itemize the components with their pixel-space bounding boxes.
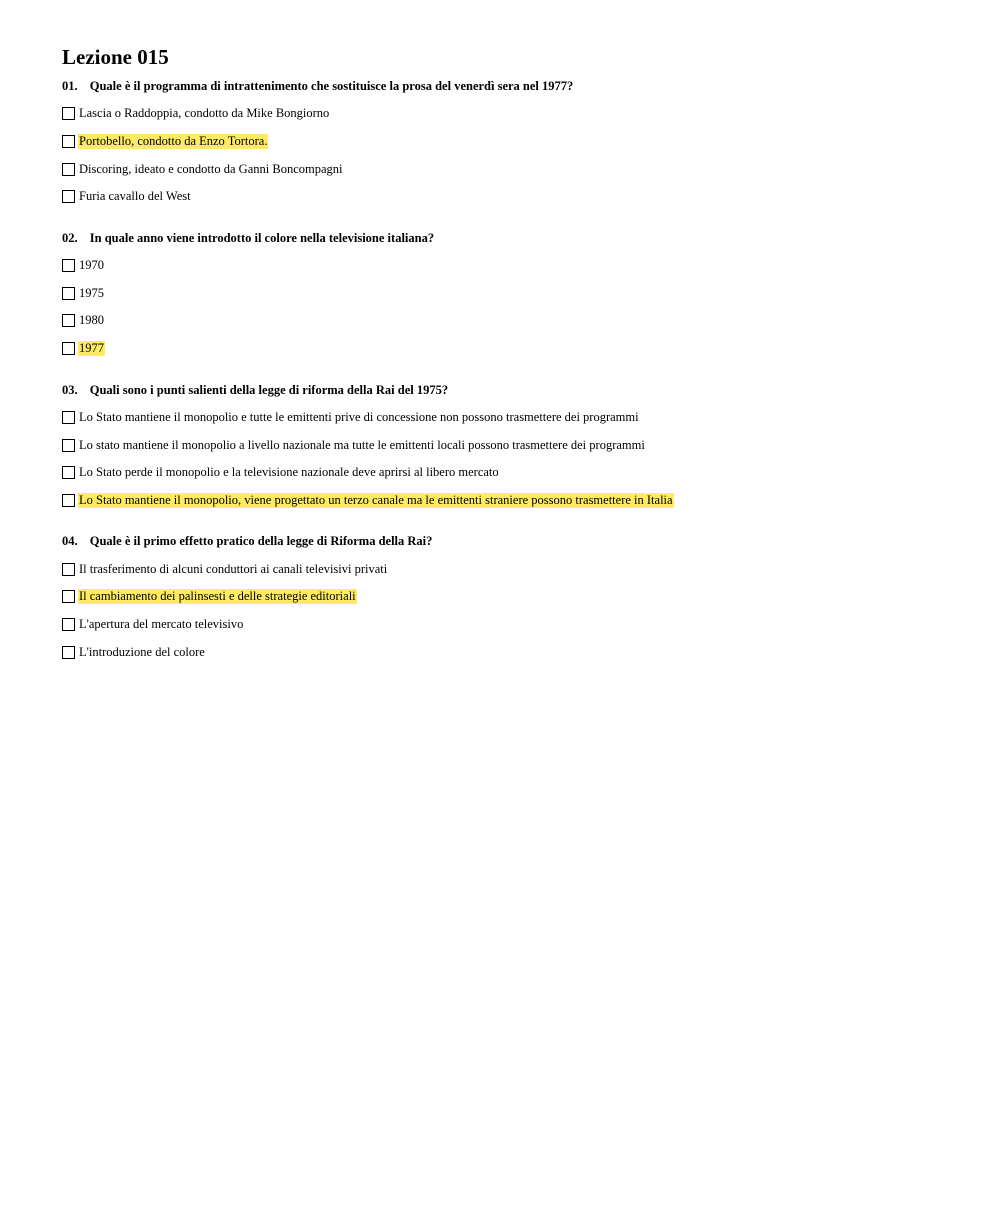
answer-option-4-2[interactable] — [62, 583, 962, 611]
answer-option-4-3[interactable] — [62, 611, 962, 639]
question-text — [62, 376, 962, 404]
answer-text: Lo stato mantiene il monopolio a livello nazionale ma tutte le emittenti locali possono trasmettere dei programmi — [79, 437, 645, 452]
answer-text: Lo Stato mantiene il monopolio e tutte le emittenti prive di concessione non possono trasmettere dei programmi — [79, 409, 639, 424]
question-1 — [62, 72, 962, 211]
answer-text: 1975 — [79, 285, 104, 300]
question-label: Quali sono i punti salienti della legge di riforma della Rai del 1975? — [89, 382, 449, 397]
answer-option-3-4[interactable] — [62, 487, 962, 515]
question-text — [62, 224, 962, 252]
answer-checkbox[interactable] — [62, 314, 75, 327]
question-text — [62, 72, 962, 100]
question-label: Quale è il primo effetto pratico della legge di Riforma della Rai? — [89, 534, 433, 549]
quiz-page — [62, 42, 962, 666]
answer-option-1-2[interactable] — [62, 128, 962, 156]
answer-text: 1980 — [79, 313, 104, 328]
answer-checkbox[interactable] — [62, 494, 75, 507]
question-list — [62, 72, 962, 666]
question-number: 02. — [62, 230, 78, 245]
answer-checkbox[interactable] — [62, 342, 75, 355]
answer-text: Il trasferimento di alcuni conduttori ai canali televisivi privati — [79, 561, 388, 576]
answer-option-3-2[interactable] — [62, 431, 962, 459]
answer-checkbox[interactable] — [62, 107, 75, 120]
answer-checkbox[interactable] — [62, 590, 75, 603]
answer-option-1-1[interactable] — [62, 100, 962, 128]
answer-option-1-4[interactable] — [62, 183, 962, 211]
option-list — [62, 252, 962, 363]
answer-option-3-3[interactable] — [62, 459, 962, 487]
answer-option-2-4[interactable] — [62, 335, 962, 363]
lesson-title: Lezione 015 — [62, 45, 169, 69]
answer-checkbox[interactable] — [62, 646, 75, 659]
answer-option-4-1[interactable] — [62, 555, 962, 583]
answer-text: Discoring, ideato e condotto da Ganni Boncompagni — [79, 161, 343, 176]
answer-option-4-4[interactable] — [62, 638, 962, 666]
answer-option-2-3[interactable] — [62, 307, 962, 335]
answer-checkbox[interactable] — [62, 411, 75, 424]
answer-option-2-1[interactable] — [62, 252, 962, 280]
answer-text: L'introduzione del colore — [79, 644, 205, 659]
answer-text: 1970 — [79, 258, 104, 273]
option-list — [62, 404, 962, 515]
answer-checkbox[interactable] — [62, 439, 75, 452]
answer-text-highlighted: 1977 — [79, 341, 104, 356]
question-label: Quale è il programma di intrattenimento che sostituisce la prosa del venerdì sera nel 1977? — [89, 79, 574, 93]
question-2 — [62, 224, 962, 363]
answer-checkbox[interactable] — [62, 259, 75, 272]
answer-text: L'apertura del mercato televisivo — [79, 616, 244, 631]
answer-checkbox[interactable] — [62, 135, 75, 148]
answer-checkbox[interactable] — [62, 618, 75, 631]
answer-text: Lo Stato perde il monopolio e la televisione nazionale deve aprirsi al libero mercato — [79, 465, 499, 480]
answer-text: Furia cavallo del West — [79, 189, 191, 204]
answer-text: Lascia o Raddoppia, condotto da Mike Bongiorno — [79, 106, 330, 121]
option-list — [62, 100, 962, 211]
question-text — [62, 527, 962, 555]
answer-option-1-3[interactable] — [62, 155, 962, 183]
answer-checkbox[interactable] — [62, 163, 75, 176]
answer-option-3-1[interactable] — [62, 404, 962, 432]
question-label: In quale anno viene introdotto il colore nella televisione italiana? — [89, 230, 435, 245]
answer-checkbox[interactable] — [62, 563, 75, 576]
answer-checkbox[interactable] — [62, 190, 75, 203]
question-3 — [62, 376, 962, 515]
question-number: 01. — [62, 79, 78, 93]
answer-text-highlighted: Lo Stato mantiene il monopolio, viene progettato un terzo canale ma le emittenti straniere possono trasmettere in Italia — [79, 492, 673, 507]
question-4 — [62, 527, 962, 666]
answer-checkbox[interactable] — [62, 466, 75, 479]
answer-text-highlighted: Portobello, condotto da Enzo Tortora. — [79, 134, 268, 149]
answer-option-2-2[interactable] — [62, 279, 962, 307]
answer-checkbox[interactable] — [62, 287, 75, 300]
question-number: 04. — [62, 534, 78, 549]
answer-text-highlighted: Il cambiamento dei palinsesti e delle strategie editoriali — [79, 589, 356, 604]
option-list — [62, 555, 962, 666]
question-number: 03. — [62, 382, 78, 397]
